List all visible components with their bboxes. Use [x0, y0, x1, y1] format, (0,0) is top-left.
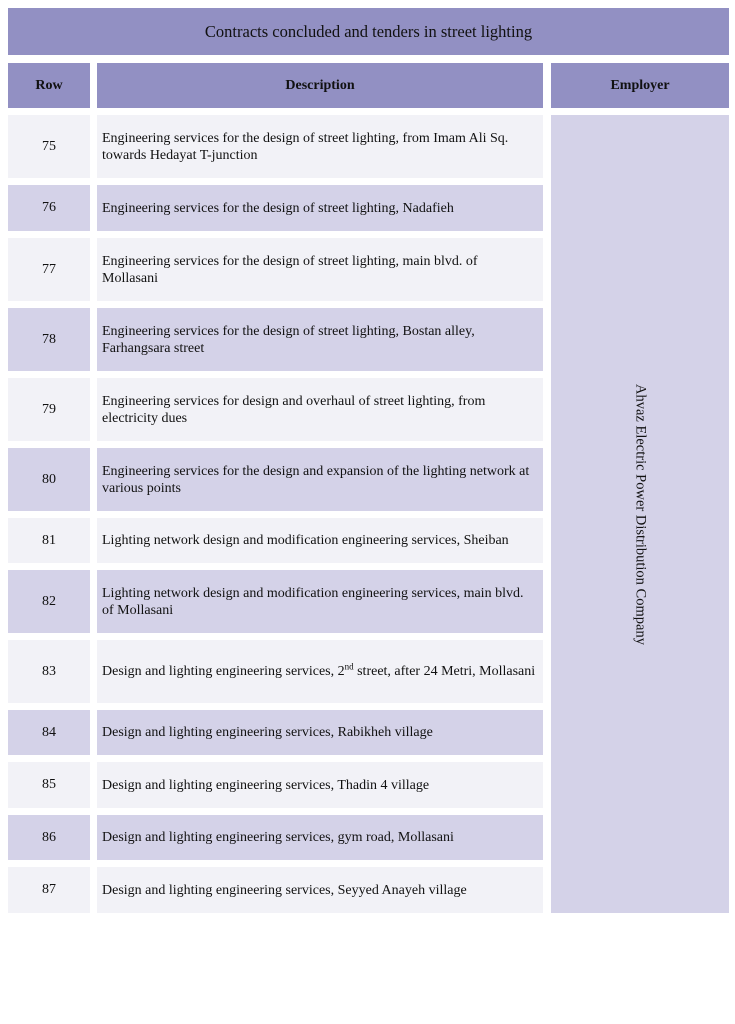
- description-text: Engineering services for the design of street lighting, main blvd. of Mollasani: [102, 253, 478, 286]
- table-title-text: Contracts concluded and tenders in street lighting: [204, 21, 533, 41]
- description-cell: [97, 115, 543, 178]
- employer-name: Ahvaz Electric Power Distribution Company: [632, 383, 649, 645]
- row-number-cell: [8, 115, 90, 178]
- header-description-label: Description: [285, 77, 355, 93]
- table-title: [8, 8, 729, 55]
- row-number: 75: [42, 138, 56, 154]
- description-text: Engineering services for the design of street lighting, Bostan alley, Farhangsara street: [102, 323, 475, 356]
- row-number-cell: [8, 518, 90, 563]
- description-cell: [97, 378, 543, 441]
- description-text: Design and lighting engineering services, Thadin 4 village: [102, 777, 430, 793]
- row-number-cell: [8, 640, 90, 703]
- header-description: [97, 63, 543, 108]
- description-text-start: Design and lighting engineering services, 2: [102, 664, 345, 679]
- row-number: 81: [42, 532, 56, 548]
- description-text: Engineering services for the design of street lighting, from Imam Ali Sq. towards Hedayat T-junction: [102, 130, 509, 163]
- row-number-cell: [8, 238, 90, 301]
- description-cell: [97, 867, 543, 913]
- description-cell: [97, 238, 543, 301]
- description-cell: [97, 815, 543, 860]
- description-text: Engineering services for the design of street lighting, Nadafieh: [102, 200, 454, 216]
- description-cell: [97, 710, 543, 755]
- row-number: 79: [42, 401, 56, 417]
- header-row-label: Row: [35, 77, 63, 93]
- description-text: [102, 663, 535, 680]
- description-text: Design and lighting engineering services, gym road, Mollasani: [102, 830, 454, 845]
- description-text: Lighting network design and modification engineering services, Sheiban: [102, 533, 509, 548]
- row-number: 76: [42, 200, 56, 215]
- row-number-cell: [8, 867, 90, 913]
- row-number-cell: [8, 185, 90, 231]
- description-cell: [97, 762, 543, 808]
- header-employer: [551, 63, 729, 108]
- description-text: Engineering services for the design and expansion of the lighting network at various points: [102, 463, 530, 496]
- row-number-cell: [8, 448, 90, 511]
- description-cell: [97, 570, 543, 633]
- row-number-cell: [8, 762, 90, 808]
- ordinal-suffix: nd: [344, 661, 354, 672]
- row-number: 80: [42, 471, 56, 487]
- row-number: 84: [42, 724, 56, 740]
- description-text-end: street, after 24 Metri, Mollasani: [353, 664, 536, 679]
- description-cell: [97, 308, 543, 371]
- header-row: [8, 63, 90, 108]
- description-text: Design and lighting engineering services, Rabikheh village: [102, 725, 433, 740]
- row-number: 86: [42, 829, 56, 845]
- row-number-cell: [8, 378, 90, 441]
- row-number-cell: [8, 308, 90, 371]
- row-number: 83: [42, 663, 56, 679]
- row-number-cell: [8, 570, 90, 633]
- row-number: 85: [42, 777, 56, 792]
- employer-cell: [551, 115, 729, 913]
- row-number-cell: [8, 710, 90, 755]
- row-number: 87: [42, 882, 56, 897]
- description-cell: [97, 640, 543, 703]
- description-cell: [97, 185, 543, 231]
- description-cell: [97, 518, 543, 563]
- row-number: 82: [42, 593, 56, 609]
- description-text: Lighting network design and modification engineering services, main blvd. of Mollasani: [102, 585, 524, 618]
- description-cell: [97, 448, 543, 511]
- description-text: Design and lighting engineering services, Seyyed Anayeh village: [102, 882, 467, 898]
- row-number: 78: [42, 331, 56, 347]
- description-text: Engineering services for design and overhaul of street lighting, from electricity dues: [102, 393, 486, 426]
- row-number: 77: [42, 261, 56, 277]
- row-number-cell: [8, 815, 90, 860]
- header-employer-label: Employer: [610, 77, 670, 93]
